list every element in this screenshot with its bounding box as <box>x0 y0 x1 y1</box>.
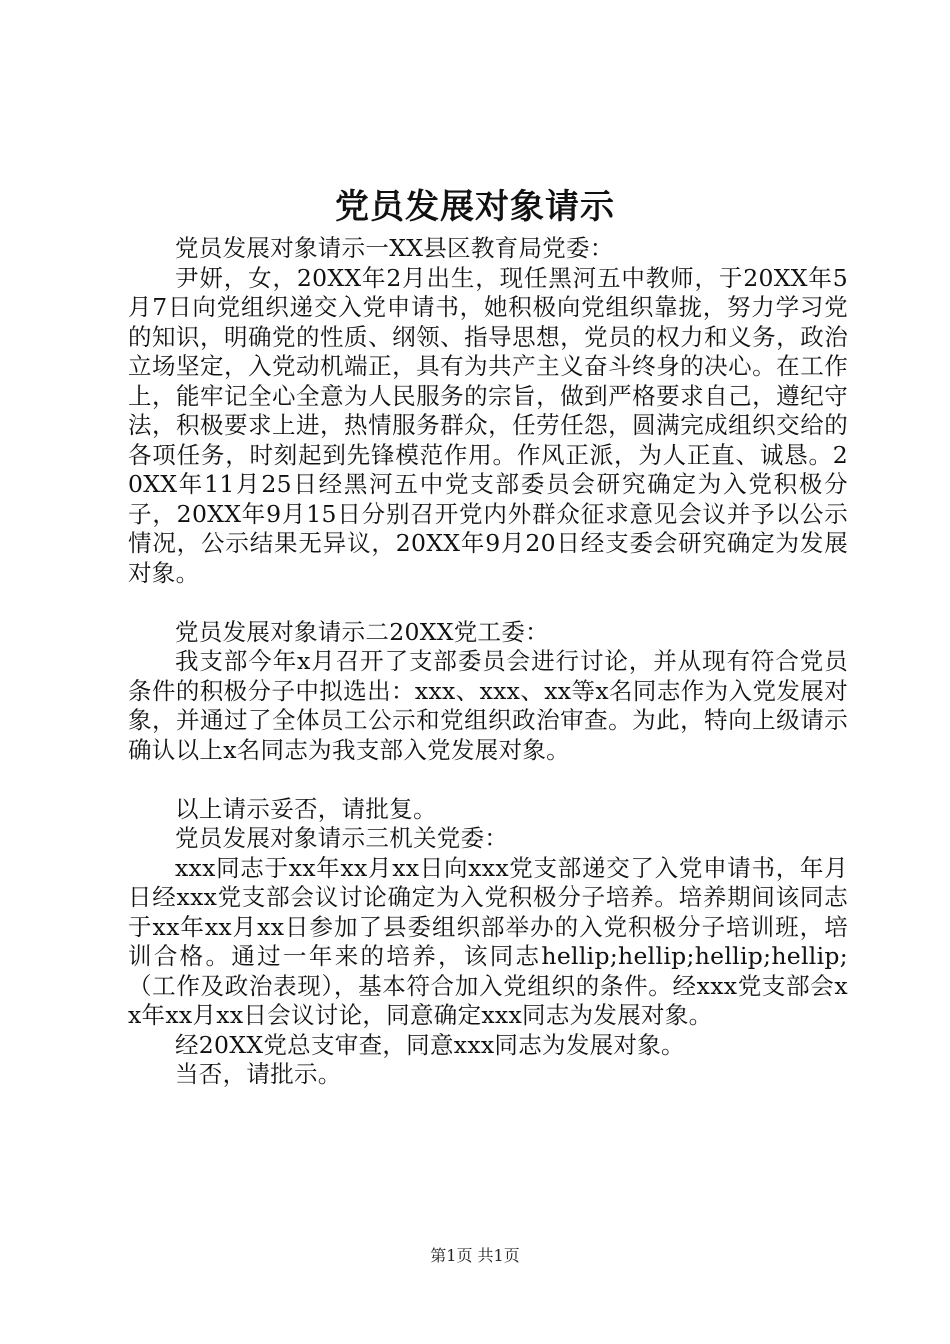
paragraph-request-three-body: xxx同志于xx年xx月xx日向xxx党支部递交了入党申请书，年月日经xxx党支部会议讨论确定为入党积极分子培养。培养期间该同志于xx年xx月xx日参加了县委组织部举办的入党积极分子培训班，培训合格。通过一年来的培养，该同志hellip;hellip;hellip;hellip;（工作及政治表现），基本符合加入党组织的条件。经xxx党支部会xx年xx月xx日会议讨论，同意确定xxx同志为发展对象。 <box>128 853 848 1029</box>
paragraph-approval-request: 以上请示妥否，请批复。 <box>175 794 437 823</box>
document-title: 党员发展对象请示 <box>335 187 615 227</box>
document-body <box>128 234 848 1090</box>
paragraph-request-one-heading: 党员发展对象请示一XX县区教育局党委： <box>175 234 614 262</box>
paragraph-review-result: 经20XX党总支审查，同意xxx同志为发展对象。 <box>175 1030 685 1059</box>
paragraph-request-two-body: 我支部今年x月召开了支部委员会进行讨论，并从现有符合党员条件的积极分子中拟选出：xxx、xxx、xx等x名同志作为入党发展对象，并通过了全体员工公示和党组织政治审查。为此，特向上级请示确认以上x名同志为我支部入党发展对象。 <box>128 647 848 764</box>
paragraph-request-three-heading: 党员发展对象请示三机关党委： <box>175 824 509 852</box>
page-footer: 第1页 共1页 <box>430 1246 520 1265</box>
paragraph-request-one-body: 尹妍，女，20XX年2月出生，现任黑河五中教师，于20XX年5月7日向党组织递交入党申请书，她积极向党组织靠拢，努力学习党的知识，明确党的性质、纲领、指导思想，党员的权力和义务，政治立场坚定，入党动机端正，具有为共产主义奋斗终身的决心。在工作上，能牢记全心全意为人民服务的宗旨，做到严格要求自己，遵纪守法，积极要求上进，热情服务群众，任劳任怨，圆满完成组织交给的各项任务，时刻起到先锋模范作用。作风正派，为人正直、诚恳。20XX年11月25日经黑河五中党支部委员会研究确定为入党积极分子，20XX年9月15日分别召开党内外群众征求意见会议并予以公示情况，公示结果无异议，20XX年9月20日经支委会研究确定为发展对象。 <box>128 263 848 587</box>
paragraph-request-two-heading: 党员发展对象请示二20XX党工委： <box>175 617 549 646</box>
paragraph-closing: 当否，请批示。 <box>175 1060 342 1088</box>
